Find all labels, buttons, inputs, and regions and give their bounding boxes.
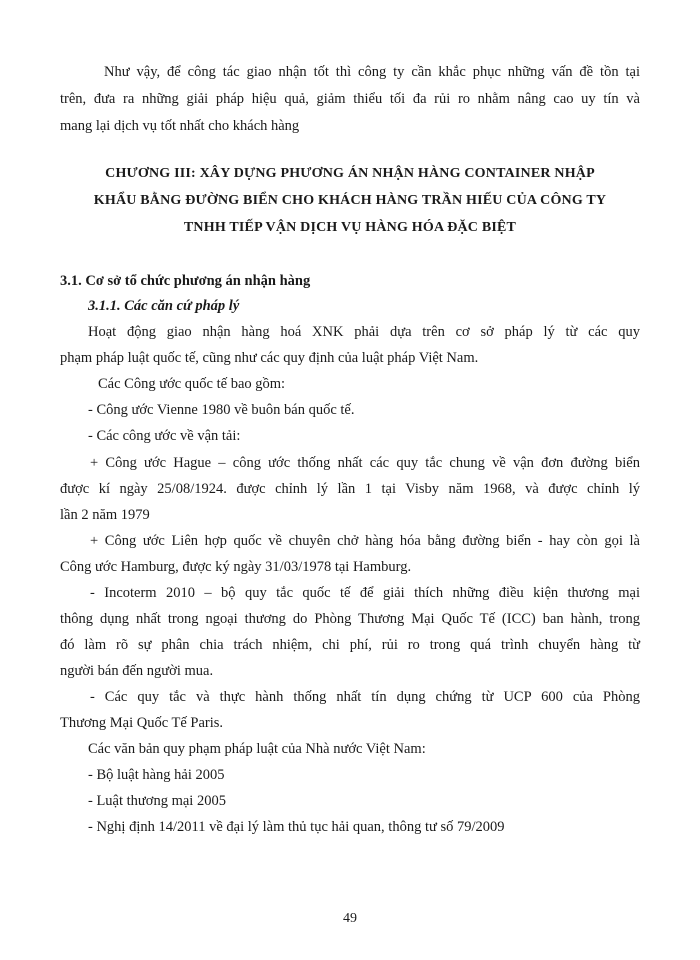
chapter-title-line-1: CHƯƠNG III: XÂY DỰNG PHƯƠNG ÁN NHẬN HÀNG CONTAINER NHẬP	[105, 166, 595, 181]
body-line: Các Công ước quốc tế bao gồm:	[98, 376, 286, 392]
chapter-title-line-3: TNHH TIẾP VẬN DỊCH VỤ HÀNG HÓA ĐẶC BIỆT	[183, 220, 517, 235]
body-line: lần 2 năm 1979	[60, 507, 150, 523]
bullet-item: - Nghị định 14/2011 về đại lý làm thủ tục hải quan, thông tư số 79/2009	[88, 819, 505, 835]
section-heading-3-1-1: 3.1.1. Các căn cứ pháp lý	[88, 298, 240, 314]
body-line: người bán đến người mua.	[60, 663, 214, 679]
body-line: Hoạt động giao nhận hàng hoá XNK phải dựa trên cơ sở pháp lý từ các quy	[88, 324, 640, 340]
intro-line-2: trên, đưa ra những giải pháp hiệu quả, giảm thiểu tối đa rủi ro nhằm nâng cao uy tín và	[60, 91, 640, 107]
body-line: Các văn bản quy phạm pháp luật của Nhà nước Việt Nam:	[88, 741, 426, 757]
body-line: thông dụng nhất trong ngoại thương do Phòng Thương Mại Quốc Tế (ICC) ban hành, trong	[60, 611, 640, 627]
body-line: đó làm rõ sự phân chia trách nhiệm, chi phí, rủi ro trong quá trình chuyển hàng từ	[60, 637, 640, 653]
body-line: Thương Mại Quốc Tế Paris.	[60, 715, 224, 731]
page-number: 49	[343, 911, 357, 926]
body-line: - Các quy tắc và thực hành thống nhất tín dụng chứng từ UCP 600 của Phòng	[90, 689, 640, 705]
body-line: Công ước Hamburg, được ký ngày 31/03/1978 tại Hamburg.	[60, 559, 412, 575]
body-line: + Công ước Hague – công ước thống nhất các quy tắc chung về vận đơn đường biển	[90, 455, 640, 471]
intro-line-3: mang lại dịch vụ tốt nhất cho khách hàng	[60, 118, 300, 134]
body-line: + Công ước Liên hợp quốc về chuyên chở hàng hóa bằng đường biển - hay còn gọi là	[90, 533, 640, 549]
intro-line-1: Như vậy, để công tác giao nhận tốt thì công ty cần khắc phục những vấn đề tồn tại	[104, 64, 640, 80]
body-line: phạm pháp luật quốc tế, cũng như các quy định của luật pháp Việt Nam.	[60, 350, 479, 366]
bullet-item: - Bộ luật hàng hải 2005	[88, 767, 225, 783]
body-line: - Incoterm 2010 – bộ quy tắc quốc tế để giải thích những điều kiện thương mại	[90, 585, 640, 601]
bullet-item: - Các công ước về vận tải:	[88, 428, 241, 444]
body-line: được kí ngày 25/08/1924. được chỉnh lý lần 1 tại Visby năm 1968, và được chỉnh lý	[60, 481, 640, 497]
bullet-item: - Công ước Vienne 1980 về buôn bán quốc tế.	[88, 402, 355, 418]
section-heading-3-1: 3.1. Cơ sở tổ chức phương án nhận hàng	[60, 273, 311, 289]
bullet-item: - Luật thương mại 2005	[88, 793, 226, 809]
chapter-title-line-2: KHẨU BẰNG ĐƯỜNG BIỂN CHO KHÁCH HÀNG TRẦN HIẾU CỦA CÔNG TY	[93, 193, 607, 208]
